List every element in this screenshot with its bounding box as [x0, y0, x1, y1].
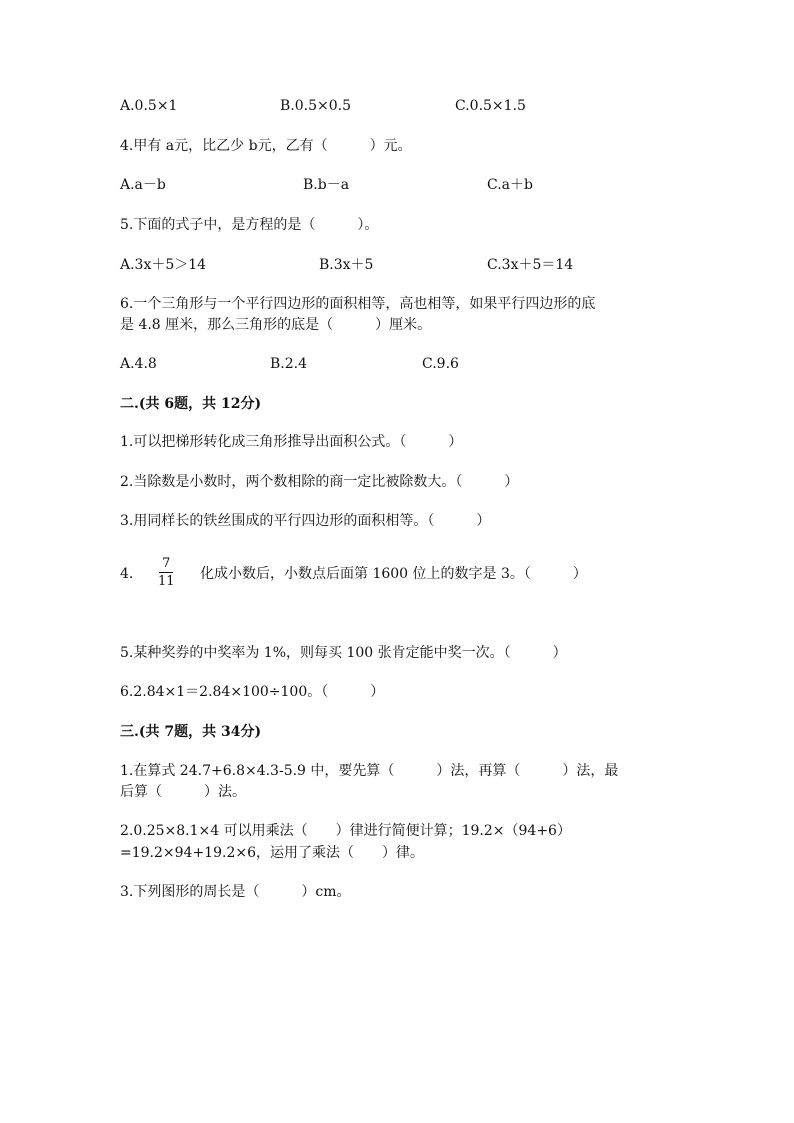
section3-item-1-line1: 1.在算式 24.7+6.8×4.3-5.9 中，要先算（ ）法，再算（ ）法，最 [120, 763, 619, 779]
q6-text-line2: 是 4.8 厘米，那么三角形的底是（ ）厘米。 [120, 317, 432, 333]
section3-item-3: 3.下列图形的周长是（ ）cm。 [120, 884, 351, 900]
fraction-denominator: 11 [158, 574, 175, 589]
q5-option-a: A.3x＋5＞14 [120, 257, 207, 273]
q5-text: 5.下面的式子中，是方程的是（ ）。 [120, 217, 379, 233]
q6-text-line1: 6.一个三角形与一个平行四边形的面积相等，高也相等，如果平行四边形的底 [120, 296, 596, 312]
section3-item-2-line1: 2.0.25×8.1×4 可以用乘法（ ）律进行简便计算；19.2×（94+6） [120, 823, 571, 839]
q6-option-a: A.4.8 [120, 356, 157, 372]
fraction-numerator: 7 [162, 556, 171, 571]
section3-item-1-line2: 后算（ ）法。 [120, 784, 246, 800]
q3-option-a: A.0.5×1 [120, 98, 178, 114]
section2-item-3: 3.用同样长的铁丝围成的平行四边形的面积相等。（ ） [120, 513, 491, 529]
section2-item-2: 2.当除数是小数时，两个数相除的商一定比被除数大。（ ） [120, 474, 519, 490]
q5-option-c: C.3x＋5＝14 [487, 257, 574, 273]
section2-heading: 二.(共 6题，共 12分) [120, 396, 262, 412]
q4-option-c: C.a＋b [487, 177, 533, 193]
q4-option-a: A.a－b [120, 177, 166, 193]
fraction-7-11 [158, 556, 175, 589]
section3-item-2-line2: =19.2×94+19.2×6，运用了乘法（ ）律。 [120, 845, 424, 861]
fraction-bar [159, 572, 173, 573]
section3-heading: 三.(共 7题，共 34分) [120, 724, 262, 740]
q5-option-b: B.3x＋5 [319, 257, 374, 273]
q3-option-b: B.0.5×0.5 [280, 98, 351, 114]
section2-item-4 [120, 564, 133, 584]
section2-item-4-prefix: 4. [120, 566, 134, 582]
section2-item-6: 6.2.84×1＝2.84×100÷100。（ ） [120, 684, 385, 700]
section2-item-4-suffix: 化成小数后，小数点后面第 1600 位上的数字是 3。（ ） [200, 566, 587, 582]
q4-option-b: B.b－a [303, 177, 350, 193]
q6-option-b: B.2.4 [270, 356, 308, 372]
q4-text: 4.甲有 a元，比乙少 b元，乙有（ ）元。 [120, 138, 412, 154]
q3-option-c: C.0.5×1.5 [455, 98, 526, 114]
section2-item-5: 5.某种奖券的中奖率为 1%，则每买 100 张肯定能中奖一次。（ ） [120, 645, 567, 661]
q6-option-c: C.9.6 [422, 356, 459, 372]
section2-item-1: 1.可以把梯形转化成三角形推导出面积公式。（ ） [120, 434, 463, 450]
